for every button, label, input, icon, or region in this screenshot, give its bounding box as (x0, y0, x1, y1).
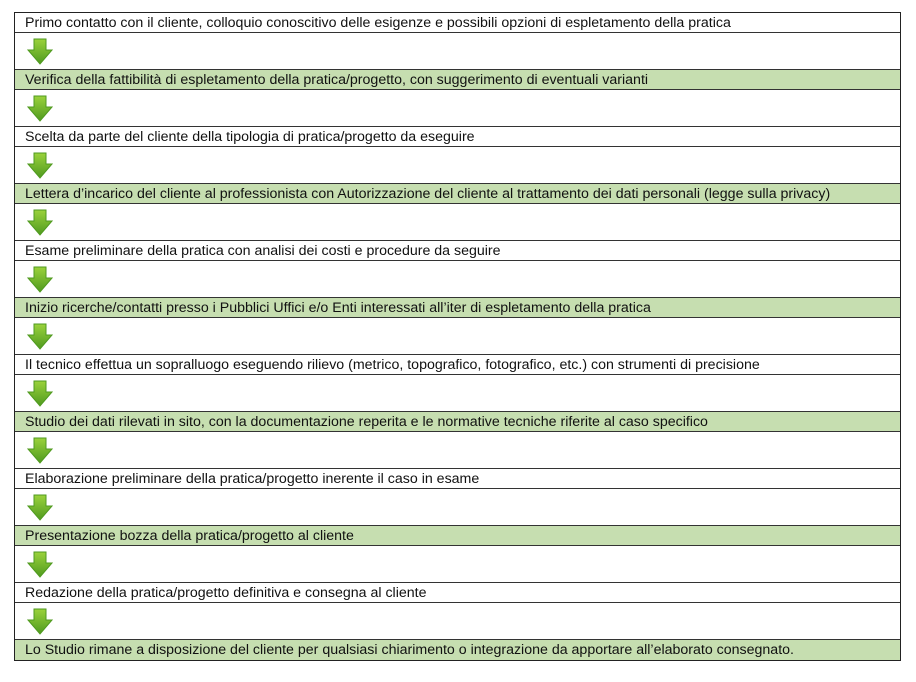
arrow-row (15, 489, 900, 526)
down-arrow-icon (27, 209, 53, 236)
step-row (15, 469, 900, 489)
down-arrow-icon (27, 38, 53, 65)
down-arrow-icon (27, 323, 53, 350)
step-text: Il tecnico effettua un sopralluogo eseguendo rilievo (metrico, topografico, fotografico, etc.) con strumenti di precisione (25, 356, 760, 373)
arrow-row (15, 261, 900, 298)
arrow-row (15, 432, 900, 469)
down-arrow-icon (27, 437, 53, 464)
step-row (15, 184, 900, 204)
step-row (15, 640, 900, 660)
arrow-row (15, 147, 900, 184)
arrow-row (15, 375, 900, 412)
down-arrow-icon (27, 266, 53, 293)
step-row (15, 298, 900, 318)
down-arrow-icon (27, 551, 53, 578)
step-row (15, 70, 900, 90)
step-text: Redazione della pratica/progetto definitiva e consegna al cliente (25, 584, 427, 601)
down-arrow-icon (27, 608, 53, 635)
down-arrow-icon (27, 380, 53, 407)
step-text: Inizio ricerche/contatti presso i Pubblici Uffici e/o Enti interessati all’iter di espletamento della pratica (25, 299, 651, 316)
arrow-row (15, 33, 900, 70)
step-row (15, 355, 900, 375)
step-row (15, 412, 900, 432)
step-row (15, 583, 900, 603)
step-text: Lo Studio rimane a disposizione del cliente per qualsiasi chiarimento o integrazione da apportare all’elaborato consegnato. (25, 642, 794, 658)
step-text: Elaborazione preliminare della pratica/progetto inerente il caso in esame (25, 470, 480, 487)
arrow-row (15, 603, 900, 640)
step-row (15, 13, 900, 33)
down-arrow-icon (27, 95, 53, 122)
arrow-row (15, 546, 900, 583)
down-arrow-icon (27, 494, 53, 521)
arrow-row (15, 90, 900, 127)
process-flow-table (14, 12, 901, 661)
step-text: Lettera d’incarico del cliente al professionista con Autorizzazione del cliente al trattamento dei dati personali (legge sulla privacy) (25, 185, 831, 202)
step-row (15, 526, 900, 546)
step-row (15, 241, 900, 261)
step-text: Primo contatto con il cliente, colloquio conoscitivo delle esigenze e possibili opzioni di espletamento della pratica (25, 14, 731, 31)
step-row (15, 127, 900, 147)
down-arrow-icon (27, 152, 53, 179)
step-text: Presentazione bozza della pratica/progetto al cliente (25, 527, 354, 544)
arrow-row (15, 204, 900, 241)
step-text: Esame preliminare della pratica con analisi dei costi e procedure da seguire (25, 242, 501, 259)
arrow-row (15, 318, 900, 355)
step-text: Scelta da parte del cliente della tipologia di pratica/progetto da eseguire (25, 128, 475, 145)
step-text: Studio dei dati rilevati in sito, con la documentazione reperita e le normative tecniche riferite al caso specifico (25, 413, 708, 430)
step-text: Verifica della fattibilità di espletamento della pratica/progetto, con suggerimento di eventuali varianti (25, 71, 649, 88)
